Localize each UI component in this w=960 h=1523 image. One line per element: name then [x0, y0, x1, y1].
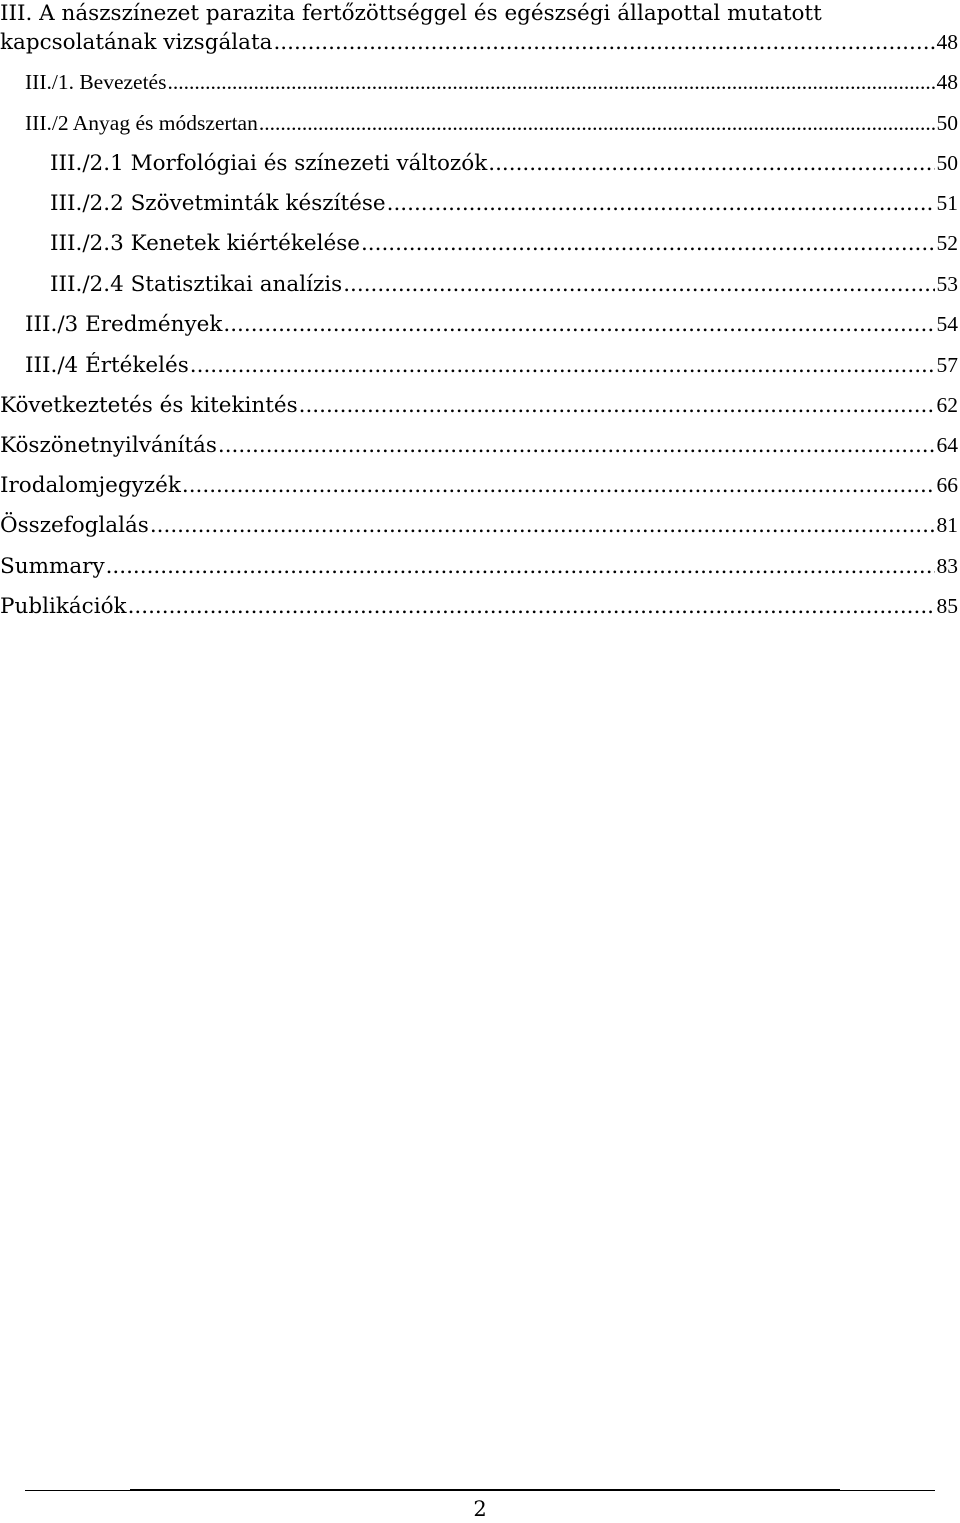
- toc-entry[interactable]: [0, 586, 958, 626]
- toc-entry-title: III./2.2 Szövetminták készítése: [50, 191, 386, 216]
- toc-page-number: 57: [936, 353, 958, 377]
- toc-entry-title: kapcsolatának vizsgálata: [0, 30, 273, 55]
- toc-page-number: 66: [936, 473, 958, 497]
- toc-page-number: 85: [936, 594, 958, 618]
- toc-entry-title: III./2.1 Morfológiai és színezeti változók: [50, 151, 488, 176]
- dot-leader: [223, 305, 934, 345]
- dot-leader: [218, 426, 935, 466]
- toc-entry-title: III./2 Anyag és módszertan: [25, 111, 258, 135]
- toc-page-number: 54: [936, 312, 958, 336]
- dot-leader: [361, 224, 935, 264]
- toc-entry[interactable]: [25, 62, 958, 102]
- toc-entry-title: III./4 Értékelés: [25, 353, 189, 378]
- toc-entry-title: Következtetés és kitekintés: [0, 393, 298, 418]
- toc-entry-title: Publikációk: [0, 594, 127, 619]
- toc-entry-title: III./2.3 Kenetek kiértékelése: [50, 231, 360, 256]
- toc-entry[interactable]: [50, 183, 958, 223]
- toc-page-number: 51: [936, 191, 958, 215]
- page-number: 2: [473, 1497, 487, 1521]
- toc-entry[interactable]: [0, 22, 958, 62]
- toc-entry[interactable]: [0, 505, 958, 545]
- dot-leader: [167, 62, 934, 102]
- toc-page-number: 48: [936, 70, 958, 94]
- toc-entry-title: III./1. Bevezetés: [25, 70, 167, 94]
- toc-entry-title: III./2.4 Statisztikai analízis: [50, 272, 343, 297]
- toc-entry[interactable]: [50, 223, 958, 263]
- dot-leader: [106, 547, 935, 587]
- toc-entry[interactable]: [25, 304, 958, 344]
- toc-entry[interactable]: [50, 143, 958, 183]
- toc-page-number: 62: [936, 393, 958, 417]
- toc-entry[interactable]: [50, 264, 958, 304]
- toc-entry[interactable]: [0, 465, 958, 505]
- dot-leader: [273, 23, 934, 63]
- toc-entry-title: Összefoglalás: [0, 513, 149, 538]
- toc-page-number: 48: [936, 30, 958, 54]
- dot-leader: [128, 587, 935, 627]
- toc-entry-title: III./3 Eredmények: [25, 312, 223, 337]
- toc-entry-title: Köszönetnyilvánítás: [0, 433, 217, 458]
- toc-entry[interactable]: [25, 345, 958, 385]
- dot-leader: [343, 265, 934, 305]
- toc-page-number: 83: [936, 554, 958, 578]
- toc-entry-title: Summary: [0, 554, 105, 579]
- toc-entry-title: Irodalomjegyzék: [0, 473, 181, 498]
- toc-entry-title-line1: III. A nászszínezet parazita fertőzöttséggel és egészségi állapottal mutatott: [0, 1, 822, 26]
- toc-page-number: 53: [936, 272, 958, 296]
- toc-page-number: 81: [936, 513, 958, 537]
- toc-entry[interactable]: [25, 103, 958, 143]
- dot-leader: [182, 466, 935, 506]
- dot-leader: [190, 346, 935, 386]
- toc-entry[interactable]: [0, 425, 958, 465]
- dot-leader: [387, 184, 935, 224]
- dot-leader: [299, 386, 935, 426]
- dot-leader: [259, 103, 935, 143]
- toc-entry[interactable]: [0, 546, 958, 586]
- toc-page-number: 64: [936, 433, 958, 457]
- dot-leader: [488, 144, 934, 184]
- footer-divider-strong: [130, 1489, 840, 1491]
- toc-page-number: 50: [936, 151, 958, 175]
- dot-leader: [150, 506, 935, 546]
- toc-entry[interactable]: [0, 385, 958, 425]
- toc-page-number: 52: [936, 231, 958, 255]
- toc-page-number: 50: [936, 111, 958, 135]
